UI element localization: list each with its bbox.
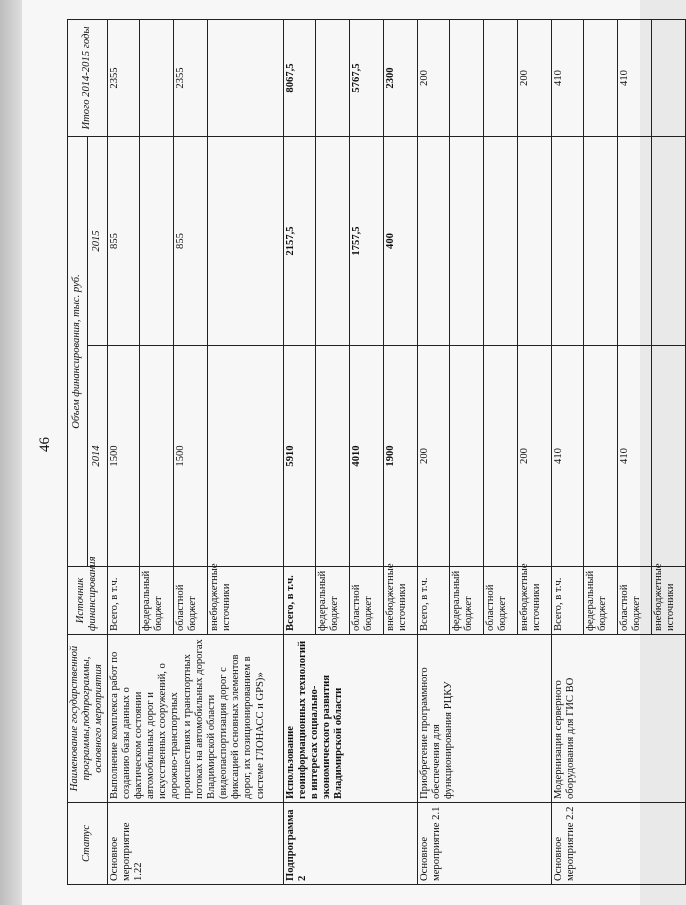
total-cell: 410 [617,19,651,136]
source-cell: Всего, в т.ч. [107,567,139,635]
source-cell: федеральный бюджет [583,567,617,635]
table-row [107,19,139,884]
status-cell: Основное мероприятие 1.22 [107,803,283,885]
value-2014-cell: 200 [417,346,449,567]
value-2014-cell: 410 [617,346,651,567]
total-cell [483,19,517,136]
total-cell: 2300 [383,19,417,136]
source-cell: внебюджетные источники [207,567,283,635]
header-2014: 2014 [87,346,107,567]
source-cell: областной бюджет [349,567,383,635]
value-2014-cell [207,346,283,567]
value-2014-cell: 410 [551,346,583,567]
total-cell [315,19,349,136]
source-cell: областной бюджет [617,567,651,635]
table-row [283,19,315,884]
header-name: Наименование государственной программы,подпрограммы, основного мероприятия [68,635,108,803]
table-body [107,19,685,884]
value-2014-cell: 4010 [349,346,383,567]
value-2014-cell: 200 [517,346,551,567]
value-2015-cell: 2157,5 [283,136,315,345]
source-cell: Всего, в т.ч. [283,567,315,635]
value-2015-cell [483,136,517,345]
value-2014-cell [651,346,685,567]
rotated-table-wrapper [67,20,676,885]
value-2014-cell [315,346,349,567]
source-cell: Всего, в т.ч. [417,567,449,635]
source-cell: внебюджетные источники [383,567,417,635]
value-2015-cell: 400 [383,136,417,345]
header-status: Статус [68,803,108,885]
source-cell: областной бюджет [173,567,207,635]
source-cell: внебюджетные источники [517,567,551,635]
source-cell: федеральный бюджет [139,567,173,635]
total-cell: 2355 [173,19,207,136]
value-2015-cell [139,136,173,345]
status-cell: Основное мероприятие 2.2 [551,803,685,885]
source-cell: внебюджетные источники [651,567,685,635]
value-2015-cell: 1757,5 [349,136,383,345]
value-2014-cell: 5910 [283,346,315,567]
value-2015-cell [551,136,583,345]
status-cell: Подпрограмма 2 [283,803,417,885]
value-2014-cell: 1500 [107,346,139,567]
name-cell: Выполнение комплекса работ по созданию базы данных о фактическом состоянии автомобильных дорог и искусственных сооружений, о дорожно-транспортных происшествиях и транспортных потоках на автомобильных дорогах Владимирской области (видеопаспортизация дорог с фиксацией основных элементов дорог, их позиционированием в системе ГЛОНАСС и GPS)» [107,635,283,803]
name-cell: Модернизация серверного оборудования для ГИС ВО [551,635,685,803]
value-2014-cell: 1900 [383,346,417,567]
value-2015-cell [207,136,283,345]
value-2014-cell [449,346,483,567]
scan-edge [0,0,22,905]
table-header [68,19,108,884]
source-cell: федеральный бюджет [315,567,349,635]
value-2014-cell [483,346,517,567]
table-row [417,19,449,884]
header-2015: 2015 [87,136,107,345]
total-cell [449,19,483,136]
total-cell [583,19,617,136]
value-2015-cell [417,136,449,345]
funding-table [67,19,686,885]
value-2014-cell [583,346,617,567]
header-volume: Объем финансирования, тыс. руб. [68,136,88,566]
source-cell: областной бюджет [483,567,517,635]
page-number: 46 [37,437,53,452]
value-2015-cell: 855 [107,136,139,345]
value-2015-cell [315,136,349,345]
value-2014-cell: 1500 [173,346,207,567]
total-cell [139,19,173,136]
header-total: Итого 2014-2015 годы [68,19,108,136]
total-cell: 8067,5 [283,19,315,136]
total-cell [207,19,283,136]
value-2015-cell: 855 [173,136,207,345]
header-source: Источник финансирования [68,567,108,635]
value-2015-cell [517,136,551,345]
total-cell: 410 [551,19,583,136]
value-2014-cell [139,346,173,567]
value-2015-cell [583,136,617,345]
total-cell: 200 [417,19,449,136]
name-cell: Использование геоинформационных технологий в интересах социально-экономического развития Владимирской области [283,635,417,803]
source-cell: федеральный бюджет [449,567,483,635]
value-2015-cell [617,136,651,345]
status-cell: Основное мероприятие 2.1 [417,803,551,885]
name-cell: Приобретение программного обеспечения для функционирования РЦКУ [417,635,551,803]
total-cell: 200 [517,19,551,136]
total-cell: 5767,5 [349,19,383,136]
value-2015-cell [449,136,483,345]
total-cell [651,19,685,136]
total-cell: 2355 [107,19,139,136]
source-cell: Всего, в т.ч. [551,567,583,635]
table-row [551,19,583,884]
value-2015-cell [651,136,685,345]
